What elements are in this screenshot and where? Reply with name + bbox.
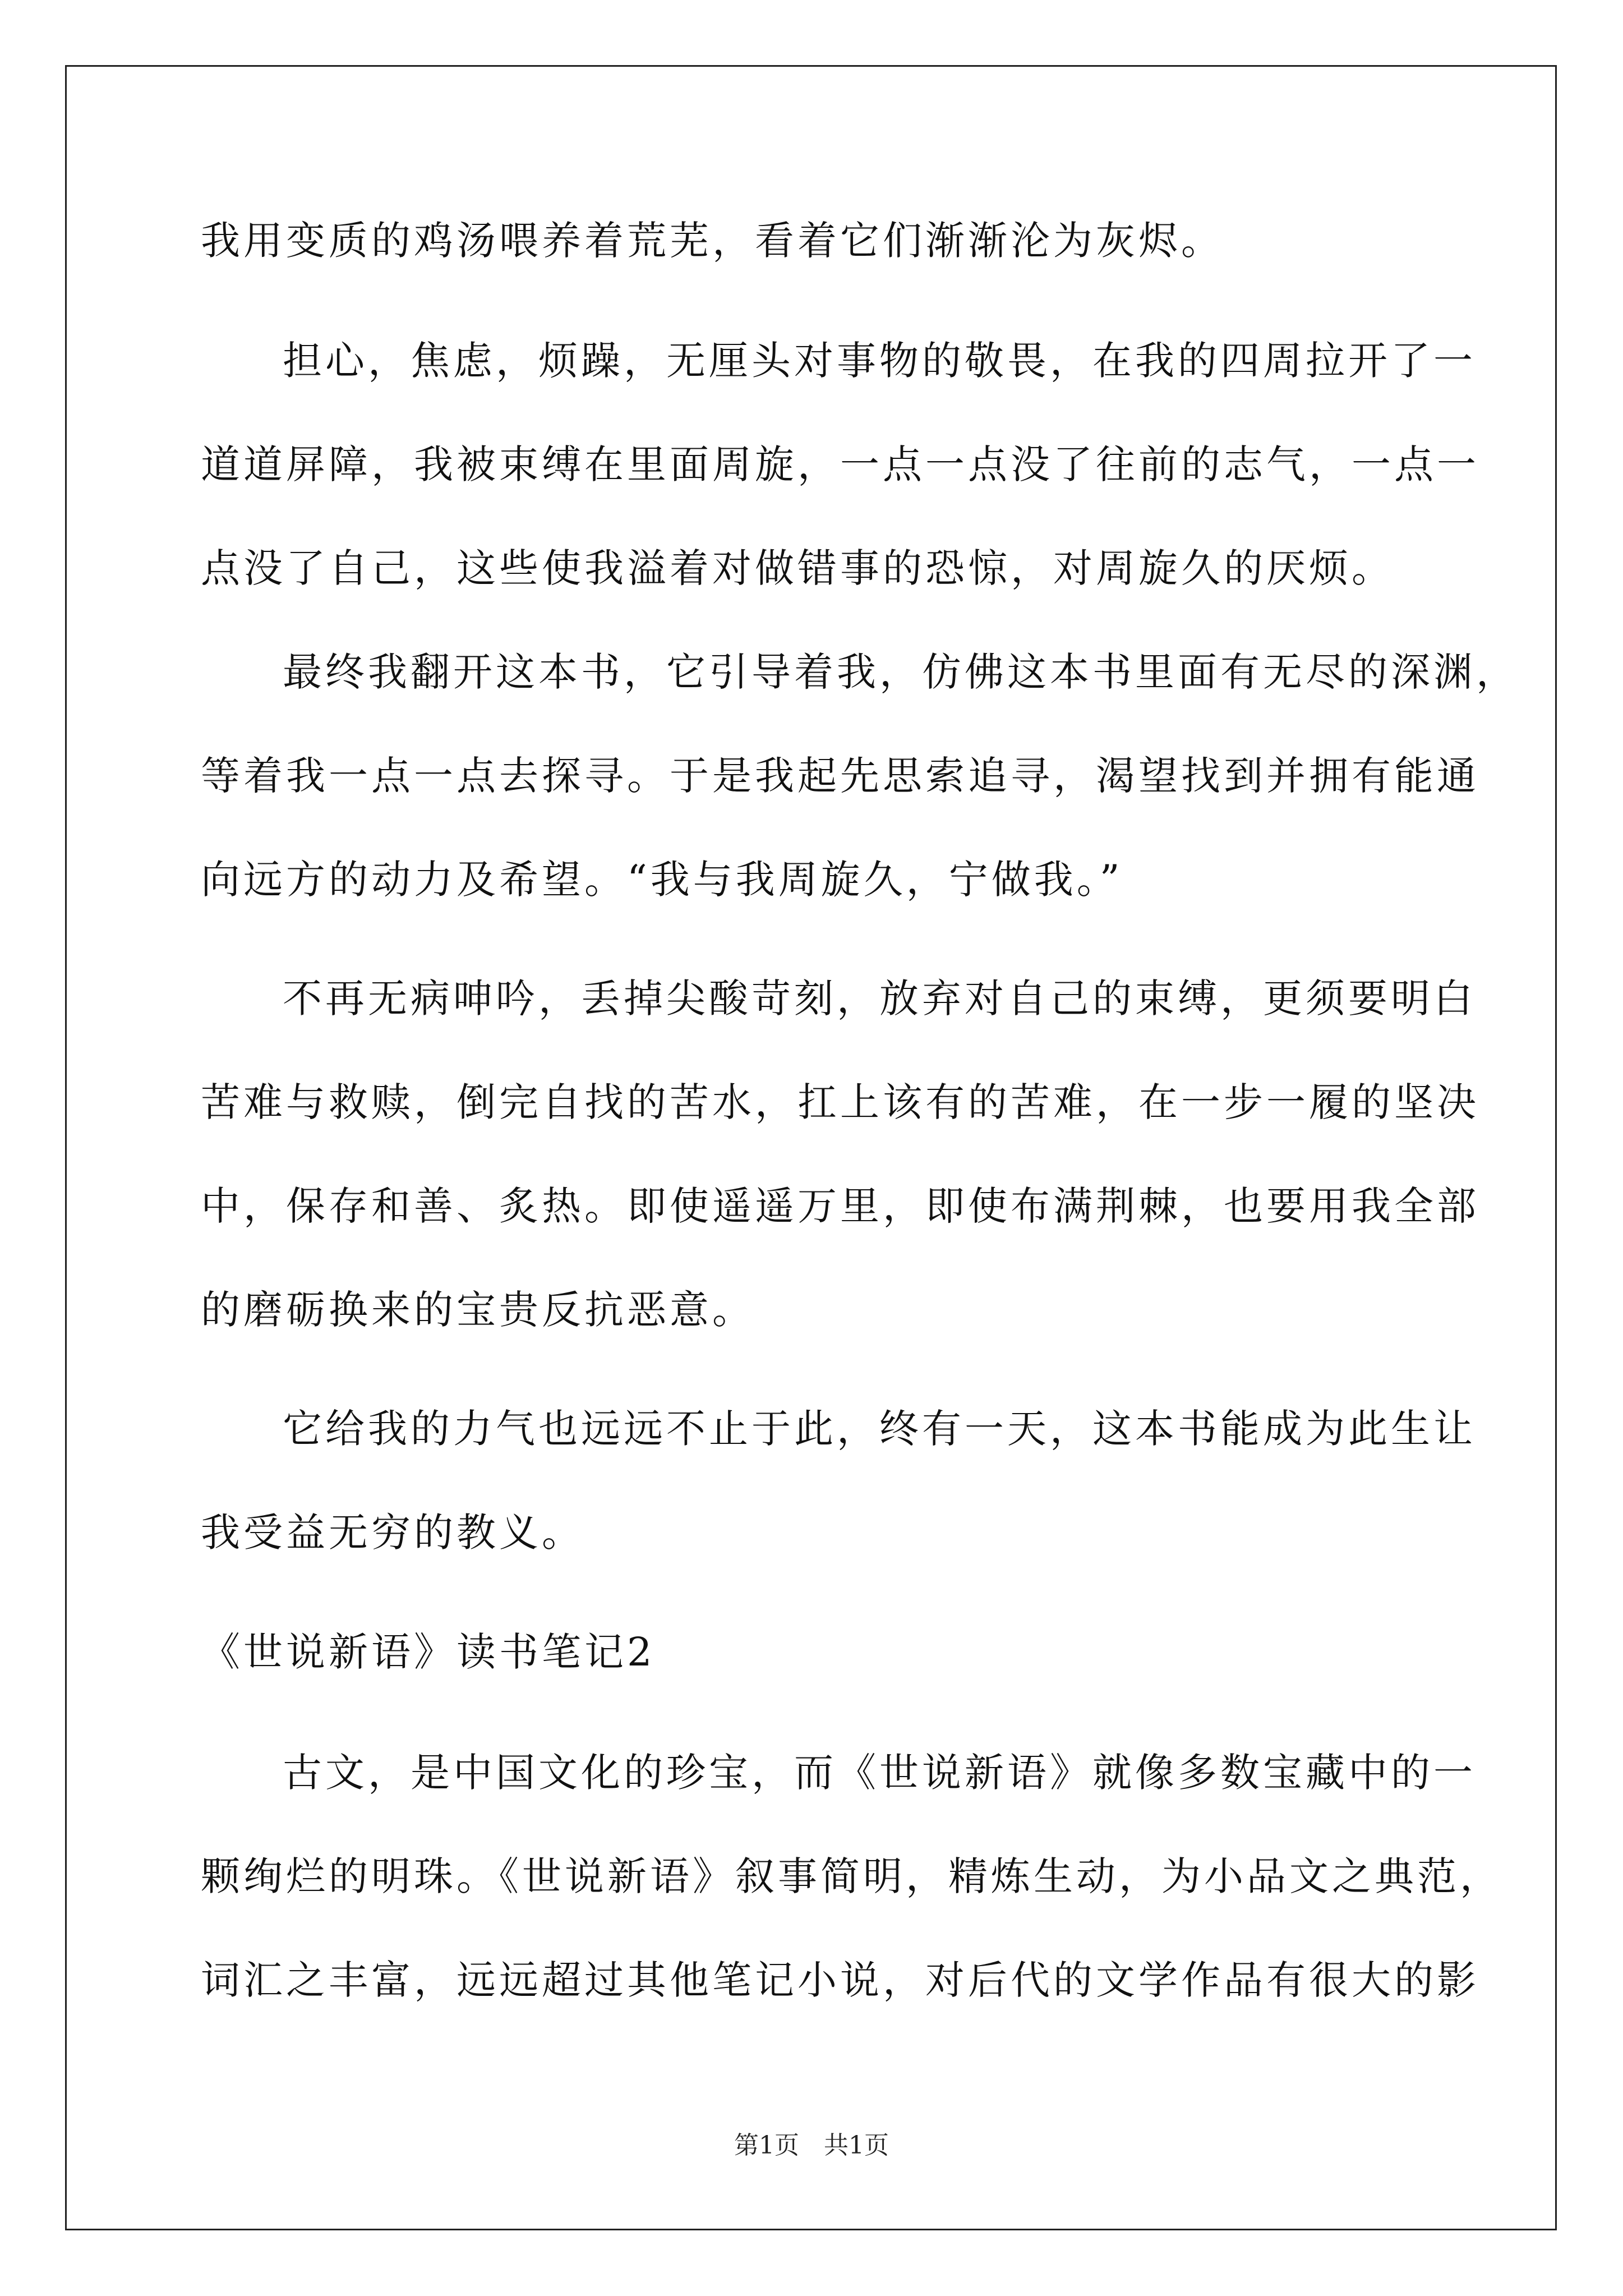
text-line: 古文，是中国文化的珍宝，而《世说新语》就像多数宝藏中的一 — [283, 1750, 1476, 1796]
text-line: 它给我的力气也远远不止于此，终有一天，这本书能成为此生让 — [283, 1406, 1476, 1452]
page-number: 第1页 共1页 — [734, 2131, 889, 2160]
text-line: 担心，焦虑，烦躁，无厘头对事物的敬畏，在我的四周拉开了一 — [283, 338, 1476, 384]
text-line: 道道屏障，我被束缚在里面周旋，一点一点没了往前的志气，一点一 — [201, 441, 1479, 487]
text-line: 苦难与救赎，倒完自找的苦水，扛上该有的苦难，在一步一履的坚决 — [201, 1079, 1479, 1125]
text-line: 向远方的动力及希望。“我与我周旋久，宁做我。” — [201, 857, 1123, 903]
text-line: 不再无病呻吟，丢掉尖酸苛刻，放弃对自己的束缚，更须要明白 — [283, 976, 1476, 1022]
page-border — [65, 65, 1557, 2230]
text-line: 等着我一点一点去探寻。于是我起先思索追寻，渴望找到并拥有能通 — [201, 753, 1479, 799]
text-line: 我用变质的鸡汤喂养着荒芜，看着它们渐渐沦为灰烬。 — [201, 218, 1224, 264]
text-line: 颗绚烂的明珠。《世说新语》叙事简明，精炼生动，为小品文之典范， — [201, 1853, 1502, 1899]
text-line: 词汇之丰富，远远超过其他笔记小说，对后代的文学作品有很大的影 — [201, 1957, 1479, 2003]
text-line: 的磨砺换来的宝贵反抗恶意。 — [201, 1287, 755, 1333]
section-heading: 《世说新语》读书笔记2 — [201, 1629, 656, 1675]
text-line: 中，保存和善、炙热。即使遥遥万里，即使布满荆棘，也要用我全部 — [201, 1183, 1479, 1229]
text-line: 我受益无穷的教义。 — [201, 1510, 584, 1556]
text-line: 最终我翻开这本书，它引导着我，仿佛这本书里面有无尽的深渊， — [283, 649, 1519, 695]
text-line: 点没了自己，这些使我溢着对做错事的恐惊，对周旋久的厌烦。 — [201, 545, 1394, 591]
